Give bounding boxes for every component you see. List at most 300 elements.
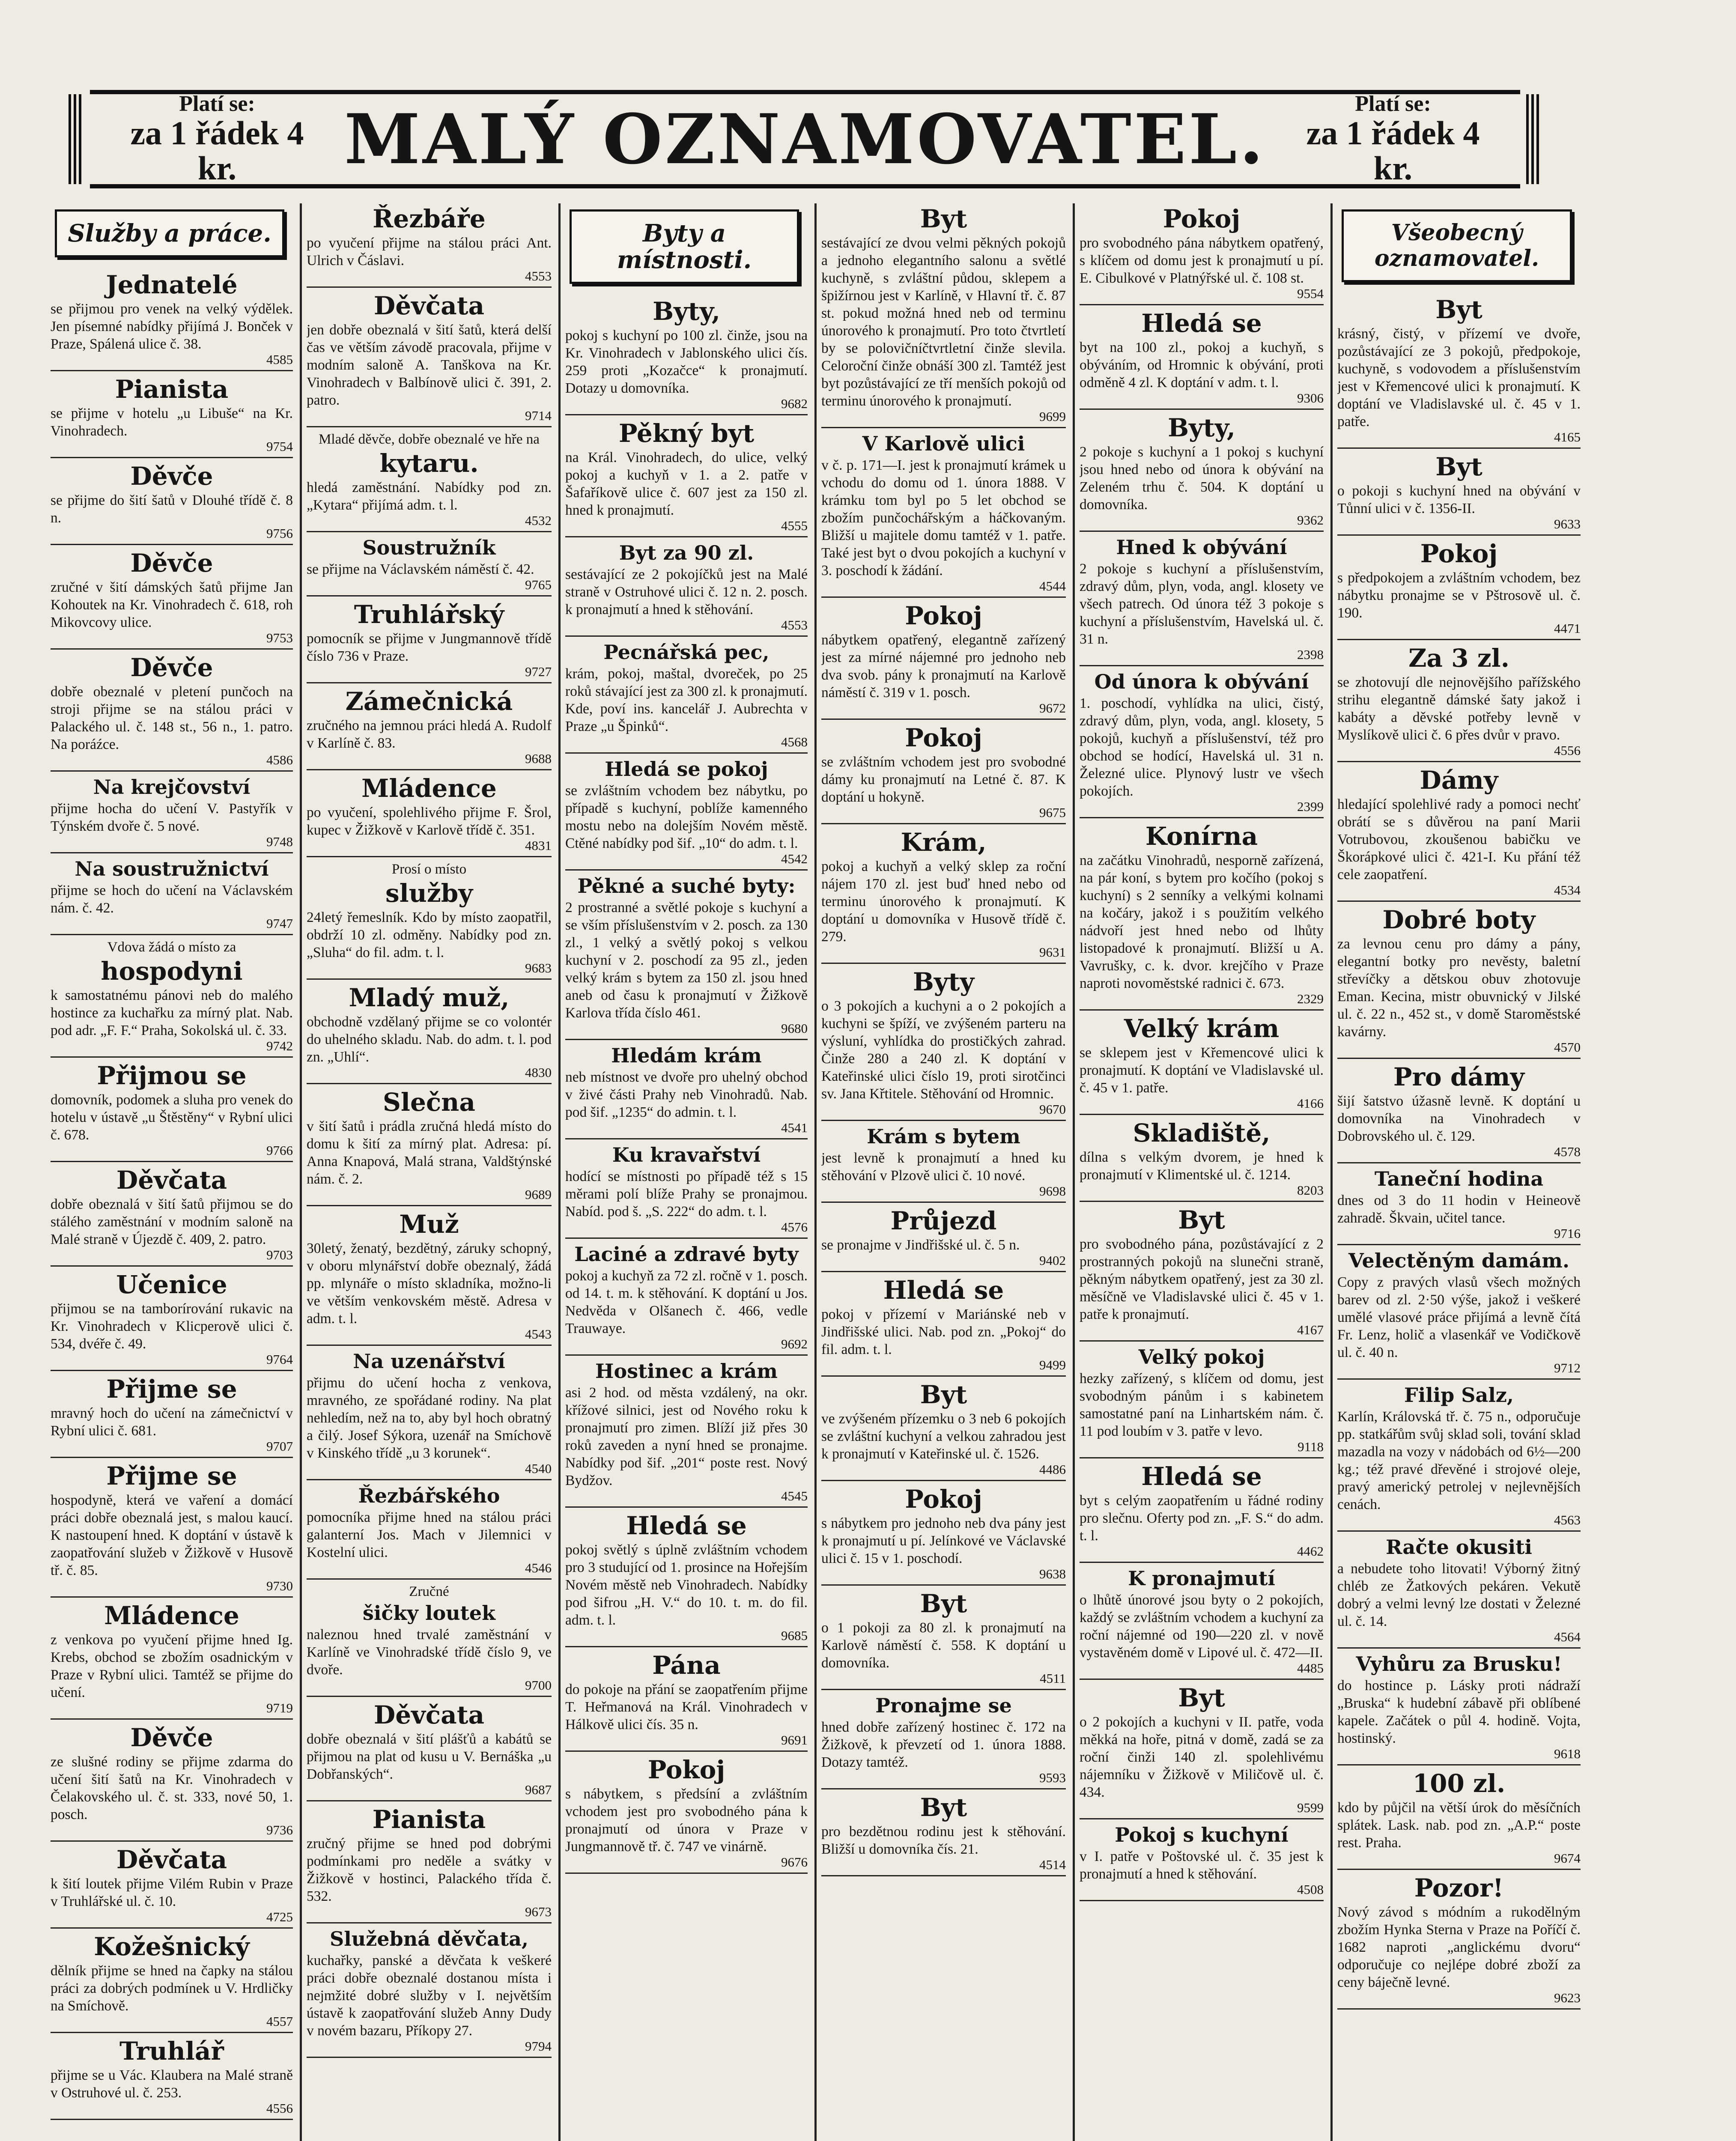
ad-number: 9674	[1554, 1851, 1581, 1866]
ad-heading: Pianista	[372, 1805, 486, 1834]
masthead-title: MALÝ OZNAMOVATEL.	[344, 99, 1266, 179]
ad-text: do hostince p. Lásky proti nádraží „Bruska“ k hudební zábavě při oblíbené kapele. Začátek o půl 4. hodině. Vojta, hostinský.	[1337, 1678, 1581, 1746]
ad-heading: Ku kravařství	[612, 1143, 761, 1166]
ad-number: 9747	[266, 916, 293, 931]
classified-ad	[307, 431, 552, 532]
ad-heading: Přijme se	[106, 1375, 237, 1404]
classified-ad	[51, 1166, 293, 1267]
classified-ad	[821, 204, 1066, 428]
ad-heading: Pokoj	[905, 723, 982, 752]
ad-number: 9688	[525, 751, 552, 766]
classified-ad	[821, 1276, 1066, 1377]
ad-text: z venkova po vyučení přijme hned Ig. Krebs, obchod se zbožím osadnickým v Praze v Rybní ulici. Tamtéž se přijme do učení.	[51, 1632, 293, 1700]
ad-number: 4544	[1039, 578, 1066, 593]
ad-number: 4576	[781, 1220, 808, 1235]
ad-text: a nebudete toho litovati! Výborný žitný chléb ze Žatkových pekáren. Vekutě dobrý a velmi levný lze dostati v Železné ul. č. 14.	[1337, 1561, 1581, 1629]
ad-text: jest levně k pronajmutí a hned ku stěhování v Plzově ulici č. 10 nové.	[821, 1150, 1066, 1184]
ad-heading: Velectěným damám.	[1348, 1249, 1569, 1272]
ad-text: šijí šatstvo úžasně levně. K doptání u domovníka na Vinohradech v Dobrovského ul. č. 129.	[1337, 1093, 1581, 1144]
ad-heading: Na krejčovství	[93, 775, 251, 799]
classified-ad	[307, 1805, 552, 1923]
ad-heading: Truhlářský	[354, 600, 504, 629]
ad-text: ze slušné rodiny se přijme zdarma do učení šití šatů na Kr. Vinohradech v Čelakovského ul. č. st. 333, nové 50, 1. posch.	[51, 1754, 293, 1822]
ad-heading: hospodyni	[101, 957, 243, 986]
ad-text: přijme se u Vác. Klaubera na Malé straně v Ostruhové ul. č. 253.	[51, 2067, 293, 2101]
classified-ad	[1080, 413, 1324, 532]
ad-number: 4514	[1039, 1857, 1066, 1872]
ad-number: 9675	[1039, 805, 1066, 820]
classified-ad	[307, 774, 552, 857]
ad-text: zručného na jemnou práci hledá A. Rudolf v Karlíně č. 83.	[307, 718, 552, 751]
ad-heading: Krám,	[901, 828, 987, 857]
ad-heading: Byt	[920, 204, 967, 233]
ad-number: 9633	[1554, 516, 1581, 531]
ad-heading: Mladý muž,	[349, 983, 510, 1012]
classified-ad	[51, 375, 293, 458]
ad-text: 2 pokoje s kuchyní a příslušenstvím, zdravý dům, plyn, voda, angl. klosety ve všech patrech. Od února též 3 pokoje s kuchyní a příslušenstvím, Havelská ul. č. 31 n.	[1080, 561, 1324, 647]
ad-text: 30letý, ženatý, bezdětný, záruky schopný, v oboru mlynářství dobře obeznalý, žádá pp. mlynáře o místo skladníka, možno-li ve větším venkovském městě. Adresa v adm. t. l.	[307, 1240, 552, 1327]
classified-ad	[1337, 766, 1581, 902]
ad-heading: Vyhůru za Brusku!	[1356, 1652, 1562, 1676]
classified-ad	[307, 600, 552, 683]
ad-number: 4578	[1554, 1144, 1581, 1159]
classified-ad	[51, 1461, 293, 1598]
ad-number: 4471	[1554, 621, 1581, 636]
ad-number: 9638	[1039, 1566, 1066, 1581]
ad-text: pokoj a kuchyň za 72 zl. ročně v 1. posch. od 14. t. m. k stěhování. K doptání u Jos. Nedvěda v Olšanech č. 466, vedle Trauwaye.	[565, 1268, 808, 1336]
ad-text: o lhůtě únorové jsou byty o 2 pokojích, každý se zvláštním vchodem a kuchyní za roční nájemné od 190—220 zl. v nově vystavěném domě v Lipové ul. č. 472—II.	[1080, 1592, 1324, 1661]
classified-ad	[1337, 539, 1581, 640]
ad-number: 2398	[1297, 647, 1324, 662]
section-heading: Všeobecný oznamovatel.	[1342, 209, 1572, 282]
classified-ad	[1080, 535, 1324, 666]
ad-number: 4542	[781, 851, 808, 866]
ad-heading: šičky loutek	[363, 1601, 495, 1625]
classified-ad	[307, 1583, 552, 1697]
ad-heading: Hledá se	[626, 1511, 747, 1540]
classified-ad	[565, 1651, 808, 1752]
classified-ad	[1337, 1167, 1581, 1245]
ad-heading: Pokoj	[647, 1755, 725, 1784]
ad-number: 9703	[266, 1247, 293, 1262]
classified-ad	[1337, 295, 1581, 449]
column-2	[307, 203, 552, 2141]
ad-number: 9699	[1039, 409, 1066, 424]
ad-text: dělník přijme se hned na čapky na stálou práci za dobrých podmínek u V. Hrdličky na Smíchově.	[51, 1963, 293, 2014]
classified-ad	[51, 462, 293, 545]
classified-ad	[821, 1793, 1066, 1876]
ad-text: pokoj a kuchyň a velký sklep za roční nájem 170 zl. jest buď hned nebo od terminu únorového k pronajmutí. K doptání u domovníka v Husově třídě č. 279.	[821, 859, 1066, 945]
ad-heading: Za 3 zl.	[1408, 644, 1509, 673]
ad-number: 9689	[525, 1187, 552, 1202]
ad-heading: Hned k obývání	[1116, 536, 1287, 559]
ad-heading: Byty,	[1168, 413, 1235, 442]
ad-heading: Byt	[1178, 1205, 1225, 1235]
column-6	[1337, 203, 1581, 2141]
ad-number: 4553	[781, 617, 808, 632]
ad-text: se zvláštním vchodem bez nábytku, po případě s kuchyní, poblíže kamenného mostu nebo na dolejším Novém městě. Ctěné nabídky pod šif. „10“ do adm. t. l.	[565, 783, 808, 851]
ad-heading: Konírna	[1145, 822, 1258, 851]
classified-ad	[307, 1927, 552, 2058]
ad-number: 4570	[1554, 1040, 1581, 1055]
ad-text: v I. patře v Poštovské ul. č. 35 jest k pronajmutí a hned k stěhování.	[1080, 1849, 1324, 1882]
ad-text: se zvláštním vchodem jest pro svobodné dámy ku pronajmutí na Letné č. 87. K doptání u hokyně.	[821, 754, 1066, 805]
ad-text: pomocníka přijme hned na stálou práci galanterní Jos. Mach v Jilemnici v Kostelní ulici.	[307, 1509, 552, 1560]
ad-heading: Dámy	[1420, 766, 1498, 795]
ad-text: s nábytkem, s předsíní a zvláštním vchodem jest pro svobodného pána k pronajmutí od února v Praze v Jungmannově tř. č. 747 ve vinárně.	[565, 1786, 808, 1855]
ad-number: 4165	[1554, 429, 1581, 444]
classified-ad	[307, 1088, 552, 1206]
ad-text: Copy z pravých vlasů všech možných barev od zl. 2·50 výše, jakož i veškeré umělé vlasové práce přijímá a levně čítá Fr. Lenz, holič a vlasenkář ve Vodičkově ul. č. 40 n.	[1337, 1274, 1581, 1360]
ad-text: přijmu do učení hocha z venkova, mravného, ze spořádané rodiny. Na plat nehledím, než na to, aby byl hoch obratný a čilý. Josef Sýkora, uzenář na Smíchově v Kinského třídě „u 3 korunek“.	[307, 1375, 552, 1461]
ad-heading: Velký krám	[1124, 1014, 1280, 1043]
classified-ad	[307, 861, 552, 980]
ad-number: 4485	[1297, 1661, 1324, 1676]
ad-heading: Byt	[920, 1589, 967, 1618]
ad-number: 9707	[266, 1439, 293, 1454]
classified-ad	[1337, 1652, 1581, 1765]
ad-heading: Děvče	[130, 653, 213, 682]
ad-heading: Pěkné a suché byty:	[577, 874, 796, 898]
ad-number: 9730	[266, 1578, 293, 1593]
ad-number: 9118	[1298, 1439, 1324, 1454]
ad-text: pokoj v přízemí v Mariánské neb v Jindřišské ulici. Nab. pod zn. „Pokoj“ do fil. adm. t. l.	[821, 1306, 1066, 1357]
classified-ad	[1080, 1566, 1324, 1680]
ad-text: hospodyně, která ve vaření a domácí práci dobře obeznalá jest, s malou kaucí. K nastoupení hned. K doptání v ústavě k zaopatřování služeb v Žižkově v Husově tř. č. 85.	[51, 1492, 293, 1578]
ad-number: 9618	[1554, 1746, 1581, 1761]
classified-ad	[307, 687, 552, 770]
ad-number: 9756	[266, 526, 293, 541]
ad-number: 9742	[266, 1038, 293, 1053]
classified-ad	[51, 549, 293, 650]
ad-number: 9682	[781, 396, 808, 411]
classified-ad	[565, 1242, 808, 1356]
ad-number: 9362	[1297, 513, 1324, 528]
classified-ad	[51, 1270, 293, 1371]
classified-ad	[1080, 1014, 1324, 1115]
ad-heading: Přijme se	[106, 1461, 237, 1491]
ad-number: 9716	[1554, 1226, 1581, 1241]
ad-text: jen dobře obeznalá v šití šatů, která delší čas ve větším závodě pracovala, přijme v modním saloně A. Tanškova na Kr. Vinohradech v Balbínově ulici č. 391, 2. patro.	[307, 322, 552, 408]
classified-ad	[1337, 644, 1581, 762]
ad-number: 4585	[266, 352, 293, 367]
ad-number: 9623	[1554, 1990, 1581, 2005]
ad-heading: 100 zl.	[1412, 1769, 1506, 1798]
ad-number: 9631	[1039, 945, 1066, 960]
ad-text: po vyučení přijme na stálou práci Ant. Ulrich v Čáslavi.	[307, 235, 552, 268]
ad-text: domovník, podomek a sluha pro venek do hotelu v ústavě „u Štěstěny“ v Rybní ulici č. 678.	[51, 1092, 293, 1143]
ad-intro: Prosí o místo	[391, 862, 467, 877]
ad-number: 9754	[266, 439, 293, 454]
classified-ad	[307, 536, 552, 596]
ad-number: 4540	[525, 1461, 552, 1476]
ad-text: hledá zaměstnání. Nabídky pod zn. „Kytara“ přijímá adm. t. l.	[307, 480, 552, 513]
ad-text: o 2 pokojích a kuchyni v II. patře, voda měkká na hoře, pitná v domě, zadá se za roční činži 140 zl. spolehlivému nájemníku v Žižkově v Miličově ul. č. 434.	[1080, 1714, 1324, 1800]
ad-heading: Hledám krám	[611, 1044, 762, 1067]
masthead	[90, 90, 1520, 188]
ad-heading: Děvče	[130, 1723, 213, 1752]
price-label-right: Platí se:	[1355, 91, 1431, 116]
ad-heading: Služebná děvčata,	[330, 1927, 528, 1950]
ad-text: se přijmou pro venek na velký výdělek. Jen písemné nabídky přijímá J. Bonček v Praze, Spálená ulice č. 38.	[51, 301, 293, 352]
classified-ad	[1080, 1345, 1324, 1458]
classified-ad	[51, 1061, 293, 1162]
ad-heading: Zámečnická	[345, 687, 513, 716]
ad-text: za levnou cenu pro dámy a pány, elegantní botky pro nevěsty, baletní střevíčky a dětskou obuv zhotovuje Eman. Kecina, mistr obuvnický v Jilské ul. č. 22 n., 452 st., v domě Staroměstské kavárny.	[1337, 936, 1581, 1040]
ad-number: 9499	[1039, 1357, 1066, 1372]
ad-heading: Průjezd	[890, 1206, 997, 1235]
ad-number: 9593	[1039, 1770, 1066, 1785]
ad-heading: Děvčata	[373, 1700, 485, 1729]
classified-ad	[51, 270, 293, 371]
classified-ad	[821, 1589, 1066, 1690]
classified-ad	[1080, 1118, 1324, 1202]
ad-number: 9766	[266, 1143, 293, 1158]
ad-number: 4557	[266, 2014, 293, 2029]
classified-ad	[565, 1044, 808, 1139]
ad-number: 4486	[1039, 1462, 1066, 1477]
classified-ad	[821, 1124, 1066, 1203]
classified-ad	[1337, 1873, 1581, 2010]
classified-ad	[307, 1700, 552, 1801]
classified-ad	[565, 419, 808, 537]
classified-ad	[1080, 1823, 1324, 1901]
ad-text: byt na 100 zl., pokoj a kuchyň, s obýváním, od Hromnic k obývání, proti odměně 4 zl. K doptání v adm. t. l.	[1080, 340, 1324, 391]
ad-text: hezky zařízený, s klíčem od domu, jest svobodným pánům i s kabinetem samostatné paní na Linhartském nám. č. 11 pod loubím v 3. patře v levo.	[1080, 1371, 1324, 1439]
ad-heading: Pokoj	[905, 1485, 982, 1514]
ad-number: 8203	[1297, 1183, 1324, 1198]
ad-heading: Řezbářského	[358, 1484, 500, 1507]
ad-heading: Na uzenářství	[353, 1350, 505, 1373]
ad-heading: Jednatelé	[106, 270, 238, 299]
ad-text: dílna s velkým dvorem, je hned k pronajmutí v Klimentské ul. č. 1214.	[1080, 1149, 1324, 1183]
ad-text: přijmou se na tamborírování rukavic na Kr. Vinohradech v Klicperově ulici č. 534, dvéře č. 49.	[51, 1301, 293, 1352]
column-1	[51, 203, 293, 2141]
ad-text: dobře obeznalá v šití šatů přijmou se do stálého zaměstnání v modním saloně na Malé straně v Újezdě č. 409, 2. patro.	[51, 1196, 293, 1247]
ad-intro: Vdova žádá o místo za	[107, 939, 236, 955]
ad-number: 4545	[781, 1488, 808, 1503]
classified-ad	[1080, 670, 1324, 818]
ad-number: 4568	[781, 734, 808, 749]
ad-heading: V Karlově ulici	[862, 432, 1025, 455]
ad-heading: Hledá se	[1141, 309, 1262, 338]
column-rule	[300, 203, 302, 2141]
ad-number: 9402	[1039, 1253, 1066, 1268]
ad-number: 9685	[781, 1628, 808, 1643]
classified-ad	[51, 1932, 293, 2033]
ad-text: krám, pokoj, maštal, dvoreček, po 25 roků stávající jest za 300 zl. k pronajmutí. Kde, poví ins. kancelář J. Aubrechta v Praze „u Špinků“.	[565, 666, 808, 734]
ad-number: 9687	[525, 1782, 552, 1797]
ad-text: se sklepem jest v Křemencové ulici k pronajmutí. K doptání ve Vladislavské ul. č. 45 v 1. patře.	[1080, 1045, 1324, 1096]
ad-heading: Pokoj	[1163, 204, 1241, 233]
price-note-left	[90, 92, 344, 186]
ad-text: po vyučení, spolehlivého přijme F. Šrol, kupec v Žižkově v Karlově třídě č. 351.	[307, 805, 552, 838]
ad-heading: Děvče	[130, 549, 213, 578]
ad-number: 4556	[1554, 743, 1581, 758]
ad-heading: služby	[385, 879, 473, 908]
ad-text: 2 prostranné a světlé pokoje s kuchyní a se vším příslušenstvím v 2. posch. za 130 zl., 1 velký a světlý pokoj s velkou kuchyní v 2. poschodí za 95 zl., jeden velký krám s bytem za 150 zl. jsou hned aneb od času k pronajmutí v Žižkově Karlova třída číslo 461.	[565, 900, 808, 1021]
classified-ad	[51, 857, 293, 935]
ad-heading: Hostinec a krám	[595, 1360, 778, 1383]
ad-text: zručné v šití dámských šatů přijme Jan Kohoutek na Kr. Vinohradech č. 618, roh Mikovcovy ulice.	[51, 579, 293, 630]
ad-number: 9794	[525, 2039, 552, 2054]
ad-heading: Truhlář	[119, 2037, 224, 2066]
section-heading: Služby a práce.	[55, 209, 284, 257]
classified-ad	[821, 1380, 1066, 1481]
classified-ad	[565, 297, 808, 415]
ad-heading: Taneční hodina	[1374, 1167, 1544, 1190]
classified-ad	[565, 874, 808, 1040]
ad-heading: Skladiště,	[1133, 1118, 1271, 1148]
ad-number: 4541	[781, 1120, 808, 1135]
ad-number: 4563	[1554, 1512, 1581, 1527]
ad-number: 9698	[1039, 1184, 1066, 1199]
ad-heading: Hledá se pokoj	[605, 757, 768, 781]
classified-ad	[565, 1143, 808, 1239]
ad-number: 9306	[1297, 391, 1324, 406]
ad-heading: Velký pokoj	[1138, 1345, 1265, 1369]
classified-ad	[565, 1511, 808, 1647]
ad-number: 9765	[525, 577, 552, 592]
ad-text: asi 2 hod. od města vzdálený, na okr. křížové silnici, jest od Nového roku k pronajmutí pro zimen. Blíží již přes 30 roků zaveden a nyní hned se pronajme. Nabídky pod šif. „201“ poste rest. Nový Bydžov.	[565, 1385, 808, 1488]
ad-heading: Děvčata	[373, 291, 485, 320]
ad-heading: kytaru.	[379, 449, 479, 478]
ad-heading: Muž	[399, 1210, 459, 1239]
ad-number: 9700	[525, 1678, 552, 1693]
ad-text: Karlín, Královská tř. č. 75 n., odporučuje pp. statkářům svůj sklad soli, tování sklad mazadla na vozy v nádobách od 6½—200 kg.; též pravé dřevěné i strojové oleje, pravý americký petrolej v nejlevnějších cenách.	[1337, 1409, 1581, 1512]
classified-ad	[821, 601, 1066, 720]
ad-heading: Byty,	[653, 297, 720, 326]
classified-ad	[1337, 1769, 1581, 1870]
classified-ad	[565, 1755, 808, 1874]
ad-heading: Mládence	[104, 1601, 239, 1630]
classified-ad	[1080, 1205, 1324, 1342]
ad-heading: Pěkný byt	[618, 419, 755, 448]
classified-ad	[565, 1359, 808, 1508]
classified-ad	[51, 2037, 293, 2120]
ad-text: pro svobodného pána, pozůstávající z 2 prostranných pokojů na slunečni straně, pěkným nábytkem opatřený, jest za 30 zl. měsíčně ve Vladislavské ulici č. 45 v 1. patře k pronajmutí.	[1080, 1236, 1324, 1322]
ad-text: o pokoji s kuchyní hned na obývání v Tůnní ulici v č. 1356-II.	[1337, 483, 1581, 516]
ad-number: 4167	[1297, 1322, 1324, 1337]
ad-heading: Pokoj s kuchyní	[1115, 1823, 1289, 1846]
ad-number: 9764	[266, 1352, 293, 1367]
classified-ad	[307, 983, 552, 1084]
ad-text: pro bezdětnou rodinu jest k stěhování. Bližší u domovníka čís. 21.	[821, 1824, 1066, 1857]
ad-number: 4831	[525, 838, 552, 853]
column-rule	[1073, 203, 1075, 2141]
ad-number: 4553	[525, 268, 552, 283]
ad-text: neb místnost ve dvoře pro uhelný obchod v živé části Prahy neb Vinohradů. Nab. pod šif. „1235“ do admin. t. l.	[565, 1069, 808, 1120]
ad-number: 9673	[525, 1904, 552, 1919]
ad-heading: Soustružník	[362, 536, 496, 559]
ad-text: v č. p. 171—I. jest k pronajmutí krámek u vchodu do domu od 1. února 1888. V krámku tom byl po 5 let obchod se zbožím punčochářským a háčkovaným. Bližší u majitele domu tamtéž v 1. patře. Také jest byt o dvou pokojích a kuchyní v 3. poschodí k žádání.	[821, 457, 1066, 578]
ad-heading: K pronajmutí	[1128, 1567, 1275, 1590]
ad-heading: Řezbáře	[373, 204, 486, 233]
ad-text: přijme hocha do učení V. Pastyřík v Týnském dvoře č. 5 nové.	[51, 801, 293, 834]
ad-heading: Laciné a zdravé byty	[574, 1243, 799, 1266]
classified-ad	[821, 432, 1066, 598]
ad-number: 9599	[1297, 1800, 1324, 1815]
ad-text: nábytkem opatřený, elegantně zařízený jest za mírné nájemné pro jednoho neb dva svob. pány k pronajmutí na Karlově náměstí č. 319 v 1. posch.	[821, 632, 1066, 701]
ad-heading: Pána	[652, 1651, 721, 1680]
ad-text: mravný hoch do učení na zámečnictví v Rybní ulici č. 681.	[51, 1405, 293, 1439]
ad-number: 4564	[1554, 1629, 1581, 1644]
ad-text: pomocník se přijme v Jungmannově třídě číslo 736 v Praze.	[307, 631, 552, 664]
ad-text: k samostatnému pánovi neb do malého hostince za kuchařku za mírný plat. Nab. pod adr. „F. F.“ Praha, Sokolská ul. č. 33.	[51, 987, 293, 1038]
ad-text: do pokoje na přání se zaopatřením přijme T. Heřmanová na Král. Vinohradech v Hálkově ulici čís. 35 n.	[565, 1682, 808, 1732]
ad-text: k šití loutek přijme Vilém Rubin v Praze v Truhlářské ul. č. 10.	[51, 1876, 293, 1909]
price-value-right: za 1 řádek 4 kr.	[1306, 114, 1480, 187]
ad-heading: Slečna	[383, 1088, 475, 1117]
ad-text: 24letý řemeslník. Kdo by místo zaopatřil, obdrží 10 zl. odměny. Nabídky pod zn. „Sluha“ do fil. adm. t. l.	[307, 909, 552, 960]
classified-ad	[821, 828, 1066, 964]
ad-text: se přijme do šití šatů v Dlouhé třídě č. 8 n.	[51, 492, 293, 526]
ad-heading: Děvče	[130, 462, 213, 491]
ad-number: 9554	[1297, 286, 1324, 301]
ad-text: o 3 pokojích a kuchyni a o 2 pokojích a kuchyni se špíží, ve zvýšeném parteru na výsluní, vyhlídka do prostičkých zahrad. Činže 280 a 240 zl. K doptání v Kateřinské ulici číslo 19, proti sirotčinci sv. Jana Křtitele. Stěhování od Hromnic.	[821, 998, 1066, 1102]
classified-ad	[1080, 1683, 1324, 1819]
ad-heading: Dobré boty	[1382, 905, 1536, 934]
ad-text: dnes od 3 do 11 hodin v Heineově zahradě. Škvain, učitel tance.	[1337, 1193, 1581, 1226]
column-3	[565, 203, 808, 2141]
ad-heading: Děvčata	[116, 1166, 227, 1195]
ad-number: 9692	[781, 1336, 808, 1351]
ad-heading: Přijmou se	[97, 1061, 247, 1090]
classified-ad	[1080, 309, 1324, 410]
price-note-right	[1266, 92, 1520, 186]
ad-heading: Pecnářská pec,	[603, 641, 770, 664]
ad-heading: Filip Salz,	[1404, 1384, 1514, 1407]
classified-ad	[565, 541, 808, 637]
ad-text: hodící se místnosti po případě též s 15 měrami polí blíže Prahy se pronajmou. Nabíd. pod š. „S. 222“ do adm. t. l.	[565, 1169, 808, 1220]
classified-ad	[1337, 1535, 1581, 1649]
classified-ad	[1080, 204, 1324, 305]
column-5	[1080, 203, 1324, 2141]
ad-number: 4725	[266, 1909, 293, 1924]
ad-number: 4546	[525, 1560, 552, 1575]
ad-text: v šití šatů i prádla zručná hledá místo do domu k šití za mírný plat. Adresa: pí. Anna Knapová, Malá strana, Valdštýnské nám. č. 2.	[307, 1118, 552, 1187]
ad-number: 9670	[1039, 1102, 1066, 1117]
classified-ad	[51, 1723, 293, 1842]
classified-ad	[1337, 452, 1581, 536]
ad-number: 4508	[1297, 1882, 1324, 1897]
classified-ad	[307, 1349, 552, 1480]
classified-ad	[1337, 1062, 1581, 1163]
classified-ad	[51, 1375, 293, 1458]
price-label-left: Platí se:	[179, 91, 255, 116]
classified-ad	[821, 1206, 1066, 1272]
ad-number: 4830	[525, 1065, 552, 1080]
classified-ad	[565, 757, 808, 871]
ad-heading: Račte okusiti	[1386, 1536, 1532, 1559]
ad-text: naleznou hned trvalé zaměstnání v Karlíně ve Vinohradské třídě číslo 9, ve dvoře.	[307, 1627, 552, 1678]
classified-ad	[1337, 1383, 1581, 1532]
ad-number: 9748	[266, 834, 293, 849]
ad-number: 4462	[1297, 1544, 1324, 1559]
ad-heading: Pozor!	[1414, 1873, 1504, 1902]
ad-heading: Byty	[913, 967, 975, 996]
ad-text: pokoj s kuchyní po 100 zl. činže, jsou na Kr. Vinohradech v Jablonského ulici čís. 259 proti „Kozačce“ k pronajmutí. Dotazy u domovníka.	[565, 328, 808, 396]
ad-heading: Od února k obývání	[1094, 670, 1309, 693]
ad-number: 4534	[1554, 883, 1581, 898]
ad-heading: Pokoj	[905, 601, 982, 630]
ad-number: 4532	[525, 513, 552, 528]
ad-text: kuchařky, panské a děvčata k veškeré práci dobře obeznalé dostanou místa i nejmžité dobré služby v I. největším ústavě k zaopatřování služeb Anny Dudy v novém bazaru, Příkopy 27.	[307, 1953, 552, 2039]
classified-ad	[821, 967, 1066, 1121]
ad-intro: Mladé děvče, dobře obeznalé ve hře na	[319, 432, 540, 447]
ad-number: 9691	[781, 1732, 808, 1747]
ad-number: 4166	[1297, 1096, 1324, 1111]
